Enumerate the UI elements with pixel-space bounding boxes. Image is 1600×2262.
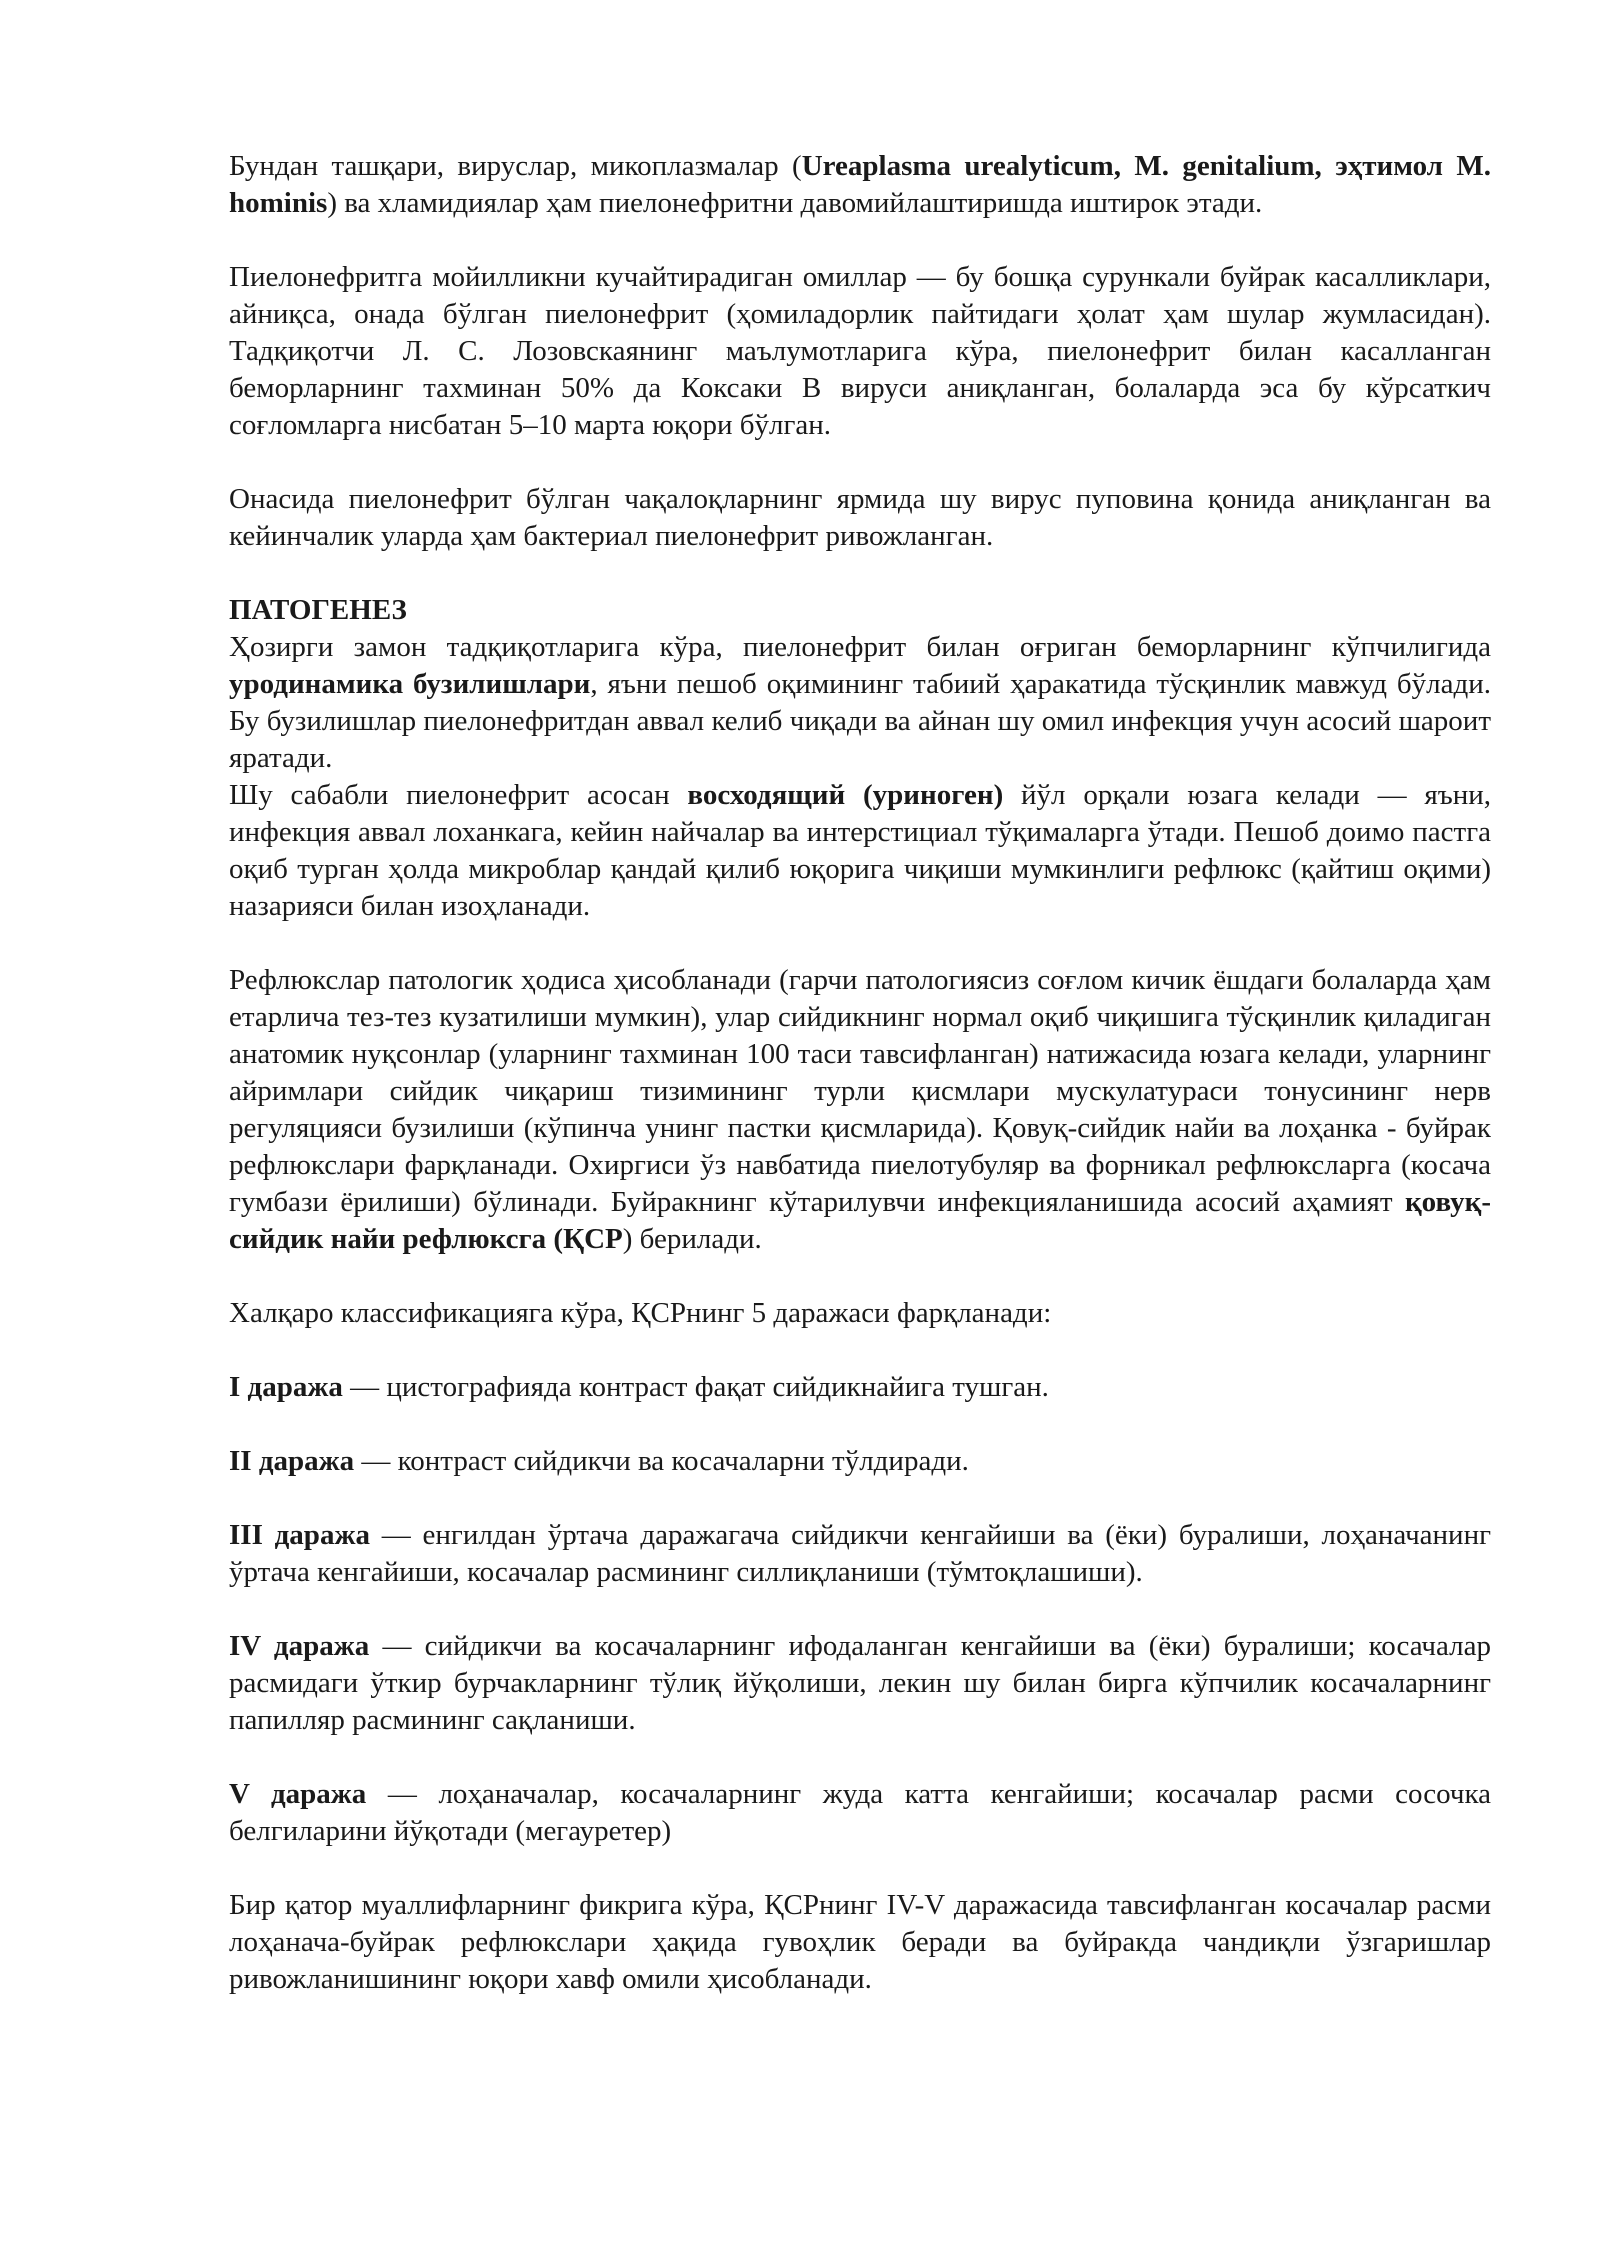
document-page	[229, 148, 1491, 2035]
grade-label: III даража	[229, 1519, 370, 1551]
bold-term-vur: қовуқ-сийдик найи рефлюксга (ҚСР	[229, 1186, 1491, 1255]
grade-item	[229, 1628, 1491, 1739]
grade-label: II даража	[229, 1445, 355, 1477]
text: , яъни пешоб оқимининг табиий ҳаракатида тўсқинлик мавжуд бўлади. Бу бузилишлар пиелонефритдан аввал келиб чиқади ва айнан шу омил инфекция учун асосий шароит яратади.	[229, 668, 1491, 774]
grade-text: — контраст сийдикчи ва косачаларни тўлдиради.	[354, 1445, 969, 1477]
paragraph-urodynamics	[229, 629, 1491, 777]
text: ) ва хламидиялар ҳам пиелонефритни давомийлаштиришда иштирок этади.	[327, 187, 1263, 219]
text: йўл орқали юзага келади — яъни, инфекция аввал лоханкага, кейин найчалар ва интерстициал тўқималарга ўтади. Пешоб доимо пастга оқиб турган ҳолда микроблар қандай қилиб юқорига чиқиши мумкинлиги рефлюкс (қайтиш оқими) назарияси билан изоҳланади.	[229, 779, 1491, 922]
grade-text: — лоҳаначалар, косачаларнинг жуда катта кенгайиши; косачалар расми сосочка белгиларини йўқотади (мегауретер)	[229, 1778, 1491, 1847]
grade-item	[229, 1443, 1491, 1480]
text: ) берилади.	[622, 1223, 762, 1255]
text: Шу сабабли пиелонефрит асосан	[229, 779, 688, 811]
paragraph-refluxes	[229, 962, 1491, 1258]
bold-term-ascending: восходящий (уриноген)	[687, 779, 1004, 811]
paragraph-newborns: Онасида пиелонефрит бўлган чақалоқларнинг ярмида шу вирус пуповина қонида аниқланган ва кейинчалик уларда ҳам бактериал пиелонефрит ривожланган.	[229, 483, 1491, 552]
text: Ҳозирги замон тадқиқотларига кўра, пиелонефрит билан оғриган беморларнинг кўпчилигида	[229, 631, 1491, 663]
paragraph-ascending	[229, 777, 1491, 925]
bold-species: Ureaplasma urealyticum, M. genitalium, эҳтимол M. hominis	[229, 150, 1491, 219]
text: Бундан ташқари, вируслар, микоплазмалар (	[229, 150, 802, 182]
paragraph-pathogens	[229, 148, 1491, 222]
grade-label: IV даража	[229, 1630, 370, 1662]
grade-text: — енгилдан ўртача даражагача сийдикчи кенгайиши ва (ёки) буралиши, лоҳаначанинг ўртача кенгайиши, косачалар расмининг силлиқланиши (тўмтоқлашиши).	[229, 1519, 1491, 1588]
grade-item	[229, 1776, 1491, 1850]
grade-text: — цистографияда контраст фақат сийдикнайига тушган.	[342, 1371, 1049, 1403]
bold-term-urodynamics: уродинамика бузилишлари	[229, 668, 591, 700]
grade-text: — сийдикчи ва косачаларнинг ифодаланган кенгайиши ва (ёки) буралиши; косачалар расмидаги ўткир бурчакларнинг тўлиқ йўқолиши, лекин шу билан бирга кўпчилик косачаларнинг папилляр расмининг сақланиши.	[229, 1630, 1491, 1736]
grade-item	[229, 1517, 1491, 1591]
grade-item	[229, 1369, 1491, 1406]
urodynamics-text	[229, 629, 1491, 777]
paragraph-classification: Халқаро классификацияга кўра, ҚСРнинг 5 даражаси фарқланади:	[229, 1297, 1052, 1329]
grade-label: I даража	[229, 1371, 343, 1403]
paragraph-conclusion: Бир қатор муаллифларнинг фикрига кўра, ҚСРнинг IV-V даражасида тавсифланган косачалар расми лоҳанача-буйрак рефлюкслари ҳақида гувоҳлик беради ва буйракда чандиқли ўзгаришлар ривожланишининг юқори хавф омили ҳисобланади.	[229, 1889, 1491, 1995]
section-heading-pathogenesis: ПАТОГЕНЕЗ	[229, 594, 407, 626]
text: Рефлюкслар патологик ҳодиса ҳисобланади (гарчи патологиясиз соғлом кичик ёшдаги болаларда ҳам етарлича тез-тез кузатилиши мумкин), улар сийдикнинг нормал оқиб чиқишига тўсқинлик қиладиган анатомик нуқсонлар (уларнинг тахминан 100 таси тавсифланган) натижасида юзага келади, уларнинг айримлари сийдик чиқариш тизимининг турли қисмлари мускулатураси тонусининг нерв регуляцияси бузилиши (кўпинча унинг пастки қисмларида). Қовуқ-сийдик найи ва лоҳанка - буйрак рефлюкслари фарқланади. Охиргиси ўз навбатида пиелотубуляр ва форникал рефлюксларга (косача гумбази ёрилиши) бўлинади. Буйракнинг кўтарилувчи инфекцияланишида асосий аҳамият	[229, 964, 1491, 1218]
paragraph-risk-factors: Пиелонефритга мойилликни кучайтирадиган омиллар — бу бошқа сурункали буйрак касалликлари, айниқса, онада бўлган пиелонефрит (ҳомиладорлик пайтидаги ҳолат ҳам шулар жумласидан). Тадқиқотчи Л. С. Лозовскаянинг маълумотларига кўра, пиелонефрит билан касалланган беморларнинг тахминан 50% да Коксаки B вируси аниқланган, болаларда эса бу кўрсаткич соғломларга нисбатан 5–10 марта юқори бўлган.	[229, 261, 1491, 441]
grade-label: V даража	[229, 1778, 367, 1810]
